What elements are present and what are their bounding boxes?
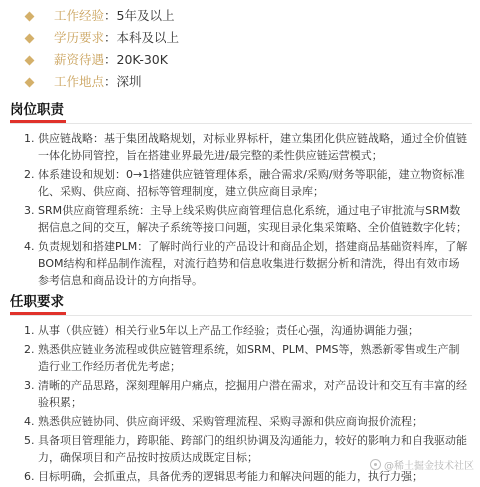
list-item-text: 清晰的产品思路，深刻理解用户痛点，挖掘用户潜在需求，对产品设计和交互有丰富的经验积累； xyxy=(38,379,467,409)
list-item xyxy=(24,341,470,375)
list-item-number: 1. xyxy=(24,324,35,337)
list-item-number: 2. xyxy=(24,168,35,181)
list-item xyxy=(24,322,470,339)
list-item xyxy=(24,130,470,164)
info-row-location xyxy=(26,71,142,93)
list-item-number: 1. xyxy=(24,132,35,145)
watermark-text: @稀土掘金技术社区 xyxy=(384,461,474,472)
list-item-number: 3. xyxy=(24,204,35,217)
diamond-bullet-icon xyxy=(25,33,35,43)
list-item xyxy=(24,202,470,236)
list-item-number: 5. xyxy=(24,434,35,447)
list-item-text: 熟悉供应链业务流程或供应链管理系统，如SRM、PLM、PMS等，熟悉新零售或生产制造行业工作经历者优先考虑； xyxy=(38,343,460,373)
list-item-text: 供应链战略：基于集团战略规划，对标业界标杆，建立集团化供应链战略，通过全价值链一体化协同管控，旨在搭建业界最先进/最完整的柔性供应链运营模式； xyxy=(38,132,467,162)
list-item-text: 从事（供应链）相关行业5年以上产品工作经验；责任心强，沟通协调能力强； xyxy=(38,324,419,337)
info-separator: ： xyxy=(104,7,117,23)
diamond-bullet-icon xyxy=(25,55,35,65)
info-value: 深圳 xyxy=(116,73,142,89)
list-item-text: SRM供应商管理系统：主导上线采购供应商管理信息化系统，通过电子审批流与SRM数据信息之间的交互，解决子系统等接口问题，实现目录化集采策略、全价值链数字化转； xyxy=(38,204,467,234)
info-label: 工作经验 xyxy=(54,7,105,23)
list-item-number: 4. xyxy=(24,415,35,428)
list-item-text: 负责规划和搭建PLM：了解时尚行业的产品设计和商品企划，搭建商品基础资料库，了解BOM结构和样品制作流程，对流行趋势和信息收集进行数据分析和清洗，得出有效市场参考信息和商品设计的方向指导。 xyxy=(38,240,468,287)
list-item xyxy=(24,413,470,430)
diamond-bullet-icon xyxy=(25,77,35,87)
info-row-education xyxy=(26,27,179,49)
diamond-bullet-icon xyxy=(25,11,35,21)
list-item-text: 具备项目管理能力，跨职能、跨部门的组织协调及沟通能力，较好的影响力和自我驱动能力，确保项目和产品按时按质达成既定目标； xyxy=(38,434,467,464)
info-separator: ： xyxy=(104,51,117,67)
list-item-number: 4. xyxy=(24,240,35,253)
list-item xyxy=(24,377,470,411)
list-item-text: 目标明确，会抓重点，具备优秀的逻辑思考能力和解决问题的能力，执行力强； xyxy=(38,470,423,483)
list-item-text: 体系建设和规划：0→1搭建供应链管理体系，融合需求/采购/财务等职能，建立物资标准化、采购、供应商、招标等管理制度，建立供应商目录库； xyxy=(38,168,465,198)
responsibilities-list xyxy=(24,130,470,291)
requirements-title: 任职要求 xyxy=(10,294,64,310)
responsibilities-title: 岗位职责 xyxy=(10,102,64,118)
list-item-number: 6. xyxy=(24,470,35,483)
info-row-experience xyxy=(26,5,174,27)
info-row-salary xyxy=(26,49,168,71)
info-separator: ： xyxy=(104,29,117,45)
list-item-number: 2. xyxy=(24,343,35,356)
info-label: 学历要求 xyxy=(54,29,105,45)
info-value: 20K-30K xyxy=(116,51,168,67)
info-separator: ： xyxy=(104,73,117,89)
section-divider xyxy=(10,123,472,124)
list-item-text: 熟悉供应链协同、供应商评级、采购管理流程、采购寻源和供应商询报价流程； xyxy=(38,415,423,428)
list-item xyxy=(24,238,470,289)
info-value: 本科及以上 xyxy=(116,29,180,45)
list-item-number: 3. xyxy=(24,379,35,392)
juejin-logo-icon xyxy=(370,459,381,470)
section-divider xyxy=(10,315,472,316)
list-item xyxy=(24,166,470,200)
watermark xyxy=(370,457,474,472)
info-label: 薪资待遇 xyxy=(54,51,105,67)
info-value: 5年及以上 xyxy=(116,7,175,23)
info-label: 工作地点 xyxy=(54,73,105,89)
